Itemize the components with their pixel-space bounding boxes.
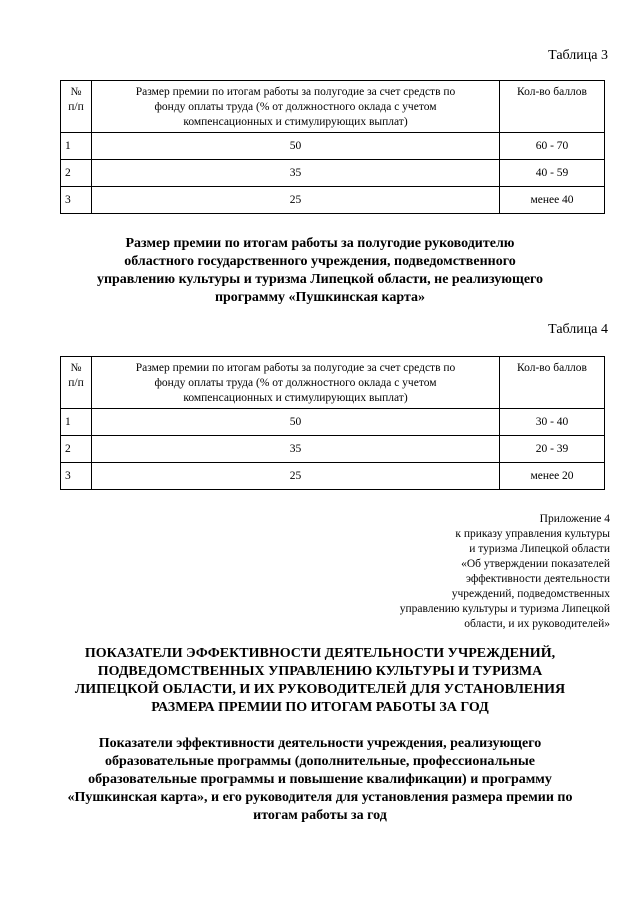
table-cell-score: 30 - 40 (500, 409, 605, 436)
table-row (61, 187, 605, 214)
table-row (61, 463, 605, 490)
table-cell-num: 3 (61, 463, 92, 490)
table-row (61, 133, 605, 160)
table-3-caption: Таблица 3 (548, 48, 608, 63)
table-3-header-num: № п/п (61, 81, 92, 133)
table-cell-value: 25 (92, 187, 500, 214)
table-3-header-desc: Размер премии по итогам работы за полугодие за счет средств по фонду оплаты труда (% от должностного оклада с учетом компенсационных и стимулирующих выплат) (92, 81, 500, 133)
table-cell-num: 3 (61, 187, 92, 214)
table-4-header-row (61, 357, 605, 409)
table-cell-score: 20 - 39 (500, 436, 605, 463)
table-cell-value: 50 (92, 409, 500, 436)
table-cell-score: 60 - 70 (500, 133, 605, 160)
table-4-caption: Таблица 4 (548, 322, 608, 337)
section-heading-indicators: Показатели эффективности деятельности учреждения, реализующего образовательные программы (дополнительные, профессиональные образовательные программы и повышение квалификации) и программу «Пушкинская карта», и его руководителя для установления размера премии по итогам работы за год (67, 736, 573, 823)
table-4-header-desc: Размер премии по итогам работы за полугодие за счет средств по фонду оплаты труда (% от должностного оклада с учетом компенсационных и стимулирующих выплат) (92, 357, 500, 409)
table-cell-num: 1 (61, 409, 92, 436)
table-row (61, 436, 605, 463)
main-title: ПОКАЗАТЕЛИ ЭФФЕКТИВНОСТИ ДЕЯТЕЛЬНОСТИ УЧРЕЖДЕНИЙ, ПОДВЕДОМСТВЕННЫХ УПРАВЛЕНИЮ КУЛЬТУРЫ И ТУРИЗМА ЛИПЕЦКОЙ ОБЛАСТИ, И ИХ РУКОВОДИТЕЛЕЙ ДЛЯ УСТАНОВЛЕНИЯ РАЗМЕРА ПРЕМИИ ПО ИТОГАМ РАБОТЫ ЗА ГОД (74, 646, 566, 715)
table-cell-value: 25 (92, 463, 500, 490)
section-heading-leader-premium: Размер премии по итогам работы за полугодие руководителю областного государственного учреждения, подведомственного управлению культуры и туризма Липецкой области, не реализующего программу «Пушкинская карта» (96, 236, 544, 305)
table-cell-num: 1 (61, 133, 92, 160)
table-cell-num: 2 (61, 160, 92, 187)
table-cell-num: 2 (61, 436, 92, 463)
table-cell-value: 35 (92, 160, 500, 187)
table-4 (60, 356, 605, 490)
table-cell-score: 40 - 59 (500, 160, 605, 187)
table-3 (60, 80, 605, 214)
table-cell-score: менее 20 (500, 463, 605, 490)
table-row (61, 409, 605, 436)
table-cell-value: 35 (92, 436, 500, 463)
table-4-header-num: № п/п (61, 357, 92, 409)
table-4-header-score: Кол-во баллов (500, 357, 605, 409)
appendix-reference: Приложение 4 к приказу управления культуры и туризма Липецкой области «Об утверждении показателей эффективности деятельности учреждений, подведомственных управлению культуры и туризма Липецкой области, и их руководителей» (399, 513, 610, 630)
table-row (61, 160, 605, 187)
table-3-header-row (61, 81, 605, 133)
table-3-header-score: Кол-во баллов (500, 81, 605, 133)
table-cell-score: менее 40 (500, 187, 605, 214)
table-cell-value: 50 (92, 133, 500, 160)
